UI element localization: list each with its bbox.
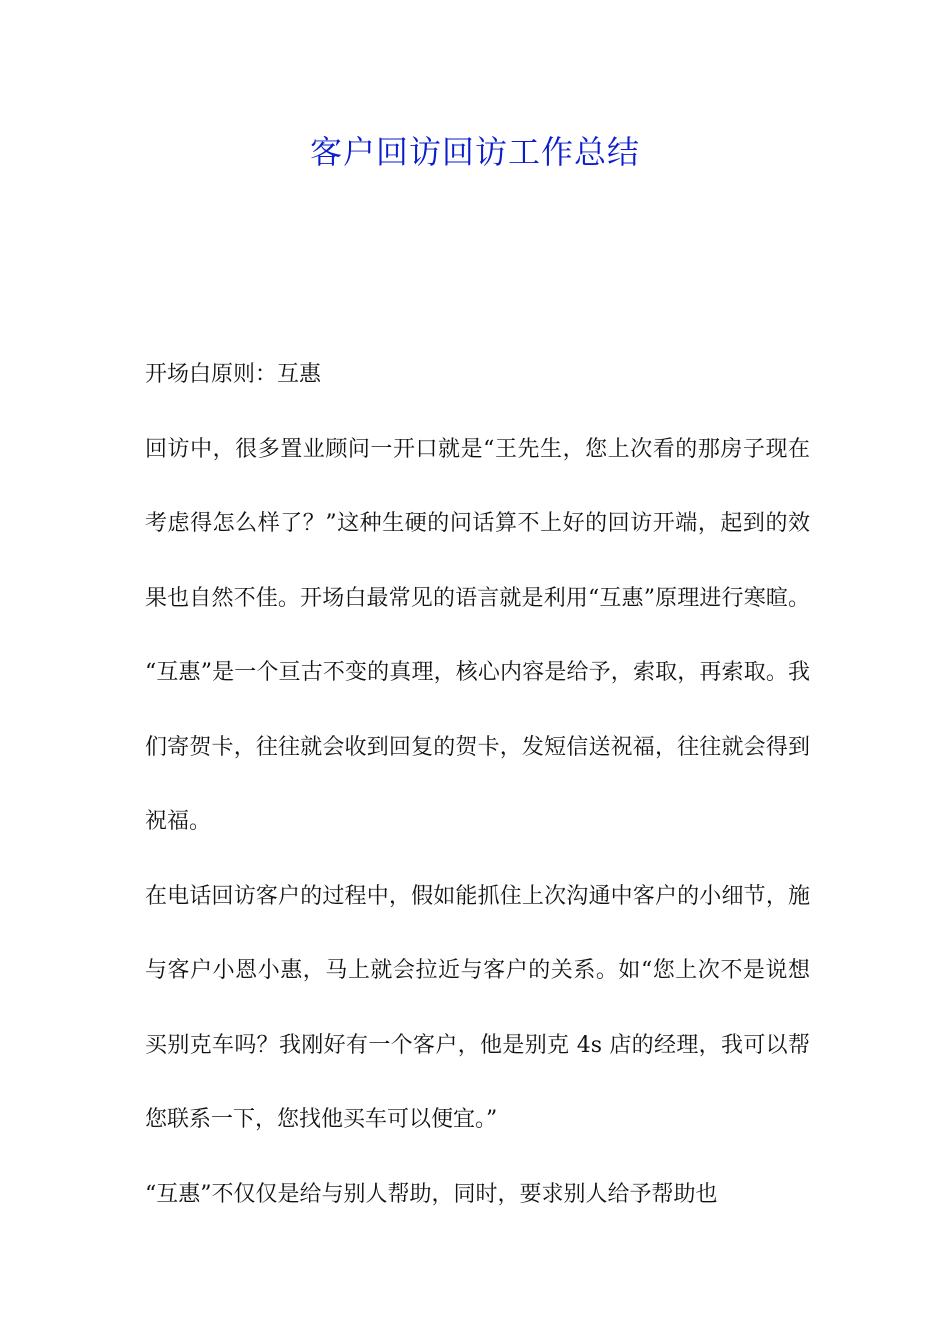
document-title: 客户回访回访工作总结 <box>309 133 640 171</box>
paragraph: 回访中，很多置业顾问一开口就是“王先生，您上次看的那房子现在考虑得怎么样了？”这种生硬的问话算不上好的回访开端，起到的效果也自然不佳。开场白最常见的语言就是利用“互惠”原理进行寒暄。 “互惠”是一个亘古不变的真理，核心内容是给予，索取，再索取。我们寄贺卡，往往就会收到回复的贺卡，发短信送祝福，往往就会得到祝福。 <box>145 436 810 834</box>
paragraph: “互惠”不仅仅是给与别人帮助，同时，要求别人给予帮助也 <box>145 1181 718 1207</box>
document-body <box>145 338 810 1232</box>
section-heading: 开场白原则：互惠 <box>145 362 322 387</box>
paragraph: 在电话回访客户的过程中，假如能抓住上次沟通中客户的小细节，施与客户小恩小惠，马上就会拉近与客户的关系。如“您上次不是说想买别克车吗？我刚好有一个客户，他是别克 4s 店的经理，我可以帮您联系一下，您找他买车可以便宜。” <box>145 883 810 1132</box>
